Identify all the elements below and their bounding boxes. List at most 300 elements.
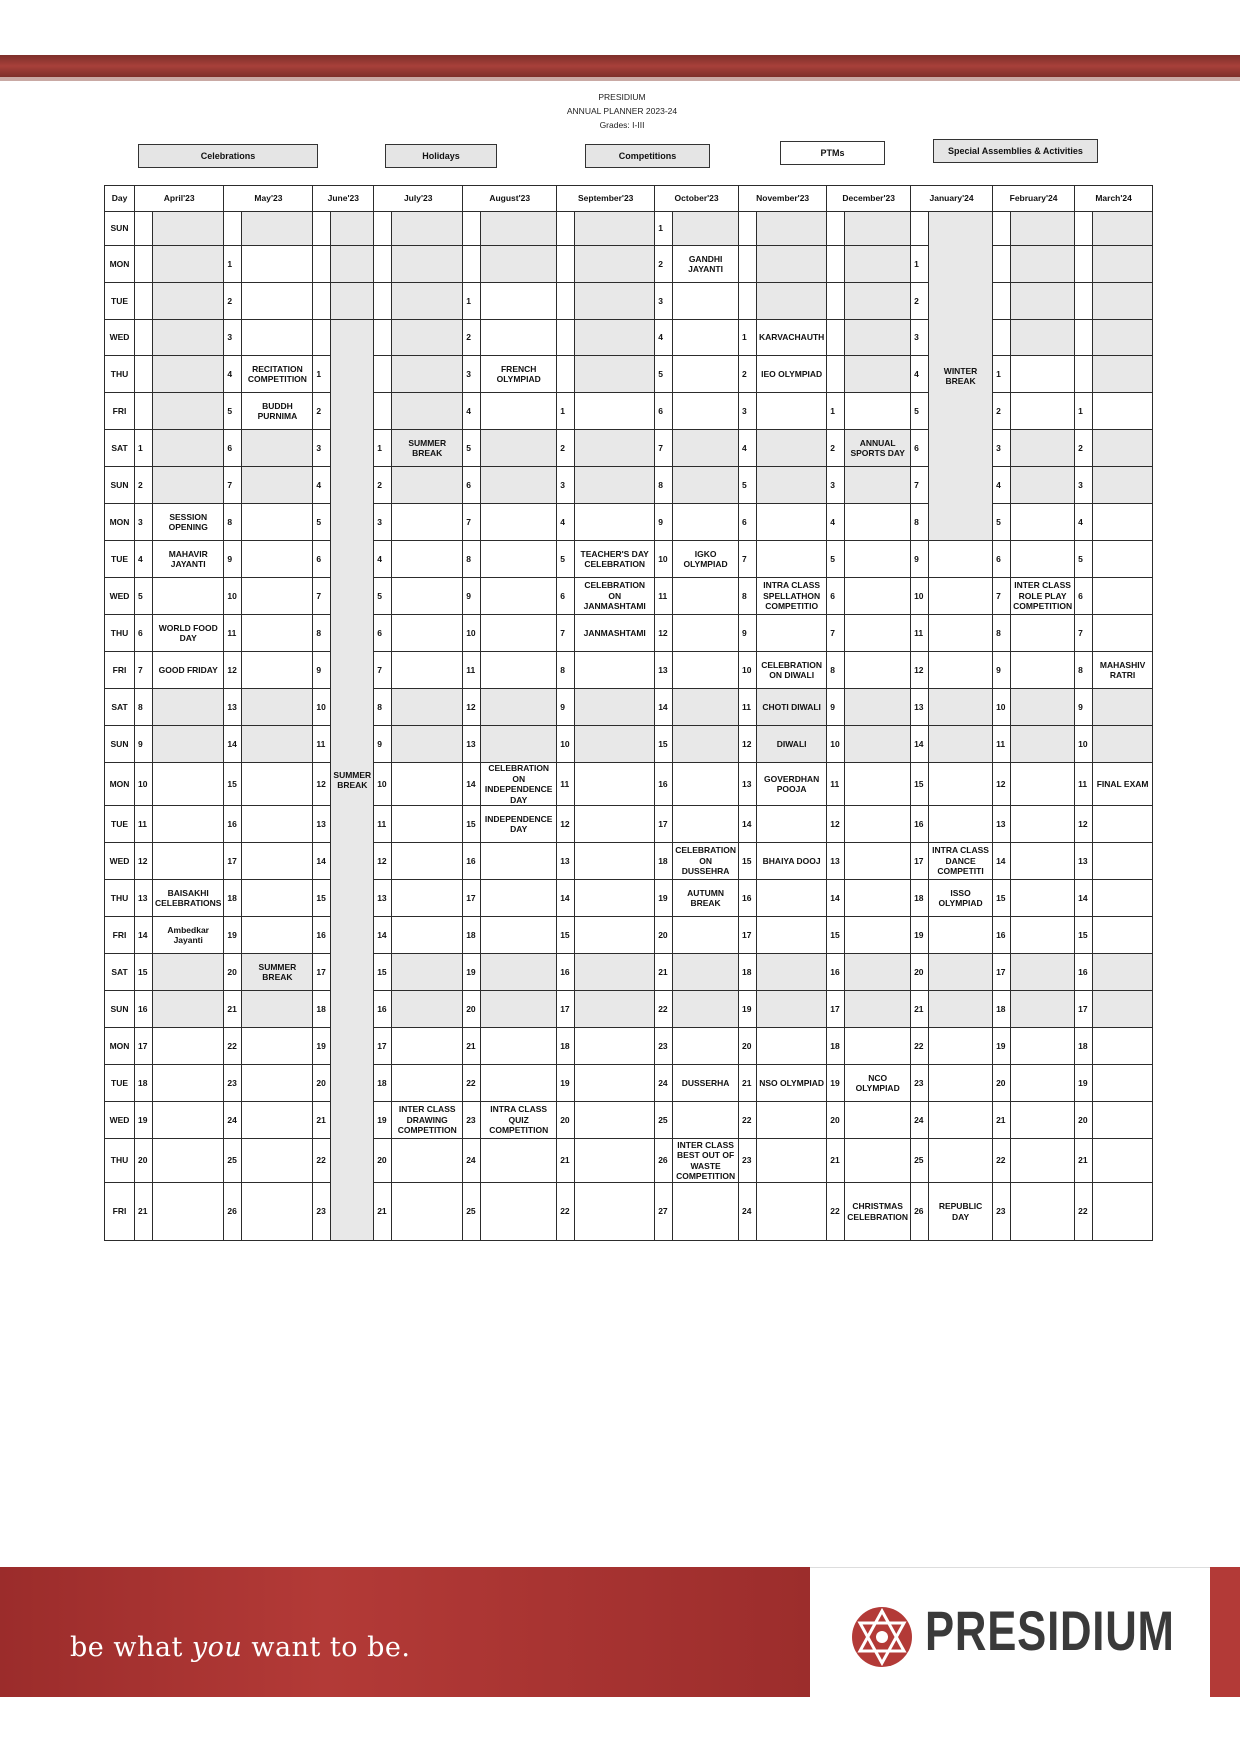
date-number-cell xyxy=(993,212,1011,246)
date-number-cell: 22 xyxy=(911,1028,929,1065)
event-cell xyxy=(392,726,463,763)
date-number-cell: 8 xyxy=(557,652,575,689)
date-number-cell: 22 xyxy=(738,1102,756,1139)
date-number-cell xyxy=(993,246,1011,283)
event-cell xyxy=(1093,320,1153,356)
date-number-cell: 16 xyxy=(738,880,756,917)
date-number-cell xyxy=(738,246,756,283)
event-cell xyxy=(845,917,911,954)
date-number-cell: 16 xyxy=(374,991,392,1028)
planner-row xyxy=(105,1139,1153,1183)
event-cell xyxy=(242,689,313,726)
date-number-cell: 11 xyxy=(911,615,929,652)
event-cell xyxy=(1011,467,1075,504)
event-cell xyxy=(392,843,463,880)
date-number-cell: 11 xyxy=(463,652,481,689)
event-cell xyxy=(845,467,911,504)
weekday-cell: SUN xyxy=(105,991,135,1028)
event-cell: FINAL EXAM xyxy=(1093,763,1153,806)
event-cell xyxy=(481,991,557,1028)
event-cell xyxy=(153,1065,224,1102)
event-cell xyxy=(756,212,826,246)
event-cell xyxy=(153,1183,224,1241)
planner-row xyxy=(105,991,1153,1028)
event-cell xyxy=(1093,541,1153,578)
date-number-cell: 24 xyxy=(655,1065,673,1102)
event-cell xyxy=(481,1139,557,1183)
event-cell xyxy=(242,806,313,843)
event-cell xyxy=(153,393,224,430)
date-number-cell: 22 xyxy=(224,1028,242,1065)
event-cell xyxy=(1093,843,1153,880)
event-cell xyxy=(673,917,739,954)
event-cell xyxy=(392,954,463,991)
date-number-cell: 2 xyxy=(827,430,845,467)
date-number-cell: 13 xyxy=(313,806,331,843)
legend-competitions: Competitions xyxy=(585,144,710,168)
date-number-cell: 5 xyxy=(224,393,242,430)
date-number-cell: 19 xyxy=(827,1065,845,1102)
event-cell xyxy=(1093,1065,1153,1102)
event-cell xyxy=(929,578,993,615)
event-cell: GANDHI JAYANTI xyxy=(673,246,739,283)
date-number-cell: 13 xyxy=(463,726,481,763)
date-number-cell: 21 xyxy=(655,954,673,991)
weekday-cell: TUE xyxy=(105,806,135,843)
date-number-cell: 18 xyxy=(738,954,756,991)
event-cell: DIWALI xyxy=(756,726,826,763)
event-cell xyxy=(1093,1102,1153,1139)
date-number-cell: 22 xyxy=(1075,1183,1093,1241)
school-name: PRESIDIUM xyxy=(598,92,646,102)
date-number-cell: 17 xyxy=(827,991,845,1028)
event-cell xyxy=(845,689,911,726)
tagline-start: be what xyxy=(70,1632,192,1663)
date-number-cell: 14 xyxy=(313,843,331,880)
date-number-cell: 9 xyxy=(1075,689,1093,726)
event-cell xyxy=(392,320,463,356)
date-number-cell: 1 xyxy=(224,246,242,283)
date-number-cell: 19 xyxy=(557,1065,575,1102)
weekday-cell: SUN xyxy=(105,467,135,504)
date-number-cell xyxy=(313,320,331,356)
date-number-cell: 18 xyxy=(224,880,242,917)
month-header: February'24 xyxy=(993,186,1075,212)
event-cell xyxy=(845,320,911,356)
date-number-cell: 1 xyxy=(374,430,392,467)
weekday-cell: WED xyxy=(105,843,135,880)
date-number-cell: 21 xyxy=(911,991,929,1028)
planner-row xyxy=(105,1028,1153,1065)
event-cell xyxy=(481,212,557,246)
weekday-cell: MON xyxy=(105,246,135,283)
date-number-cell: 18 xyxy=(827,1028,845,1065)
date-number-cell: 9 xyxy=(374,726,392,763)
date-number-cell: 19 xyxy=(655,880,673,917)
weekday-cell: WED xyxy=(105,1102,135,1139)
weekday-cell: WED xyxy=(105,320,135,356)
date-number-cell xyxy=(374,246,392,283)
date-number-cell: 16 xyxy=(557,954,575,991)
event-cell xyxy=(481,541,557,578)
event-cell: GOOD FRIDAY xyxy=(153,652,224,689)
event-cell xyxy=(929,652,993,689)
planner-row xyxy=(105,578,1153,615)
event-cell: NSO OLYMPIAD xyxy=(756,1065,826,1102)
event-cell xyxy=(756,541,826,578)
month-header: April'23 xyxy=(135,186,224,212)
january-winter-break-cell: WINTER BREAK xyxy=(929,212,993,541)
event-cell xyxy=(1093,726,1153,763)
date-number-cell: 12 xyxy=(463,689,481,726)
date-number-cell: 19 xyxy=(738,991,756,1028)
date-number-cell: 20 xyxy=(313,1065,331,1102)
weekday-cell: FRI xyxy=(105,917,135,954)
date-number-cell: 13 xyxy=(1075,843,1093,880)
date-number-cell: 17 xyxy=(911,843,929,880)
weekday-cell: SUN xyxy=(105,212,135,246)
event-cell xyxy=(845,1028,911,1065)
planner-row xyxy=(105,843,1153,880)
event-cell xyxy=(481,652,557,689)
event-cell xyxy=(845,283,911,320)
event-cell: TEACHER'S DAY CELEBRATION xyxy=(575,541,655,578)
date-number-cell: 2 xyxy=(911,283,929,320)
date-number-cell: 4 xyxy=(1075,504,1093,541)
event-cell xyxy=(673,954,739,991)
event-cell xyxy=(929,541,993,578)
event-cell xyxy=(1011,320,1075,356)
date-number-cell: 9 xyxy=(224,541,242,578)
date-number-cell: 13 xyxy=(135,880,153,917)
date-number-cell: 17 xyxy=(738,917,756,954)
date-number-cell: 10 xyxy=(224,578,242,615)
date-number-cell: 2 xyxy=(463,320,481,356)
date-number-cell xyxy=(135,212,153,246)
event-cell xyxy=(392,1028,463,1065)
date-number-cell: 15 xyxy=(374,954,392,991)
event-cell xyxy=(575,1102,655,1139)
date-number-cell: 4 xyxy=(135,541,153,578)
date-number-cell: 10 xyxy=(655,541,673,578)
date-number-cell: 6 xyxy=(557,578,575,615)
event-cell xyxy=(242,1065,313,1102)
date-number-cell: 7 xyxy=(313,578,331,615)
event-cell xyxy=(242,917,313,954)
date-number-cell: 3 xyxy=(738,393,756,430)
date-number-cell: 1 xyxy=(738,320,756,356)
event-cell xyxy=(575,917,655,954)
event-cell: MAHAVIR JAYANTI xyxy=(153,541,224,578)
date-number-cell xyxy=(135,393,153,430)
event-cell xyxy=(1093,954,1153,991)
event-cell xyxy=(845,356,911,393)
event-cell xyxy=(1093,212,1153,246)
date-number-cell: 23 xyxy=(463,1102,481,1139)
event-cell xyxy=(481,467,557,504)
date-number-cell: 24 xyxy=(911,1102,929,1139)
date-number-cell: 12 xyxy=(1075,806,1093,843)
date-number-cell xyxy=(827,246,845,283)
planner-row xyxy=(105,541,1153,578)
date-number-cell: 21 xyxy=(738,1065,756,1102)
date-number-cell: 5 xyxy=(911,393,929,430)
event-cell xyxy=(929,615,993,652)
event-cell: CHRISTMAS CELEBRATION xyxy=(845,1183,911,1241)
event-cell xyxy=(673,356,739,393)
date-number-cell: 20 xyxy=(911,954,929,991)
event-cell xyxy=(481,615,557,652)
event-cell xyxy=(242,467,313,504)
date-number-cell: 3 xyxy=(1075,467,1093,504)
date-number-cell: 3 xyxy=(911,320,929,356)
event-cell: BHAIYA DOOJ xyxy=(756,843,826,880)
date-number-cell: 7 xyxy=(1075,615,1093,652)
event-cell xyxy=(153,246,224,283)
event-cell: INTER CLASS DRAWING COMPETITION xyxy=(392,1102,463,1139)
event-cell xyxy=(242,991,313,1028)
date-number-cell: 10 xyxy=(313,689,331,726)
month-header: December'23 xyxy=(827,186,911,212)
date-number-cell xyxy=(374,393,392,430)
date-number-cell: 17 xyxy=(655,806,673,843)
date-number-cell: 7 xyxy=(135,652,153,689)
date-number-cell: 6 xyxy=(463,467,481,504)
event-cell: MAHASHIV RATRI xyxy=(1093,652,1153,689)
event-cell xyxy=(929,763,993,806)
date-number-cell: 2 xyxy=(738,356,756,393)
event-cell xyxy=(1011,283,1075,320)
date-number-cell: 27 xyxy=(655,1183,673,1241)
event-cell xyxy=(575,430,655,467)
event-cell xyxy=(575,246,655,283)
date-number-cell: 6 xyxy=(738,504,756,541)
event-cell: DUSSERHA xyxy=(673,1065,739,1102)
date-number-cell: 10 xyxy=(738,652,756,689)
date-number-cell: 2 xyxy=(993,393,1011,430)
event-cell xyxy=(392,1183,463,1241)
date-number-cell: 19 xyxy=(911,917,929,954)
date-number-cell: 25 xyxy=(911,1139,929,1183)
date-number-cell: 8 xyxy=(463,541,481,578)
date-number-cell xyxy=(313,246,331,283)
date-number-cell xyxy=(135,283,153,320)
event-cell: BAISAKHI CELEBRATIONS xyxy=(153,880,224,917)
event-cell xyxy=(575,393,655,430)
event-cell xyxy=(756,917,826,954)
month-header: March'24 xyxy=(1075,186,1153,212)
event-cell xyxy=(1093,689,1153,726)
planner-row xyxy=(105,880,1153,917)
event-cell xyxy=(242,430,313,467)
date-number-cell: 5 xyxy=(993,504,1011,541)
date-number-cell: 20 xyxy=(738,1028,756,1065)
weekday-cell: TUE xyxy=(105,1065,135,1102)
event-cell xyxy=(481,283,557,320)
legend-holidays: Holidays xyxy=(385,144,497,168)
event-cell xyxy=(481,1065,557,1102)
date-number-cell: 8 xyxy=(224,504,242,541)
weekday-cell: THU xyxy=(105,615,135,652)
event-cell xyxy=(1093,246,1153,283)
planner-row xyxy=(105,430,1153,467)
event-cell xyxy=(242,1183,313,1241)
event-cell xyxy=(242,880,313,917)
event-cell xyxy=(153,283,224,320)
date-number-cell: 6 xyxy=(993,541,1011,578)
date-number-cell: 18 xyxy=(911,880,929,917)
date-number-cell: 2 xyxy=(1075,430,1093,467)
date-number-cell: 11 xyxy=(557,763,575,806)
event-cell xyxy=(392,689,463,726)
date-number-cell: 7 xyxy=(738,541,756,578)
event-cell: SUMMER BREAK xyxy=(242,954,313,991)
date-number-cell: 10 xyxy=(135,763,153,806)
date-number-cell: 21 xyxy=(135,1183,153,1241)
date-number-cell: 15 xyxy=(1075,917,1093,954)
event-cell xyxy=(1011,615,1075,652)
event-cell xyxy=(1011,504,1075,541)
planner-row xyxy=(105,356,1153,393)
date-number-cell: 14 xyxy=(993,843,1011,880)
event-cell xyxy=(481,393,557,430)
event-cell: SESSION OPENING xyxy=(153,504,224,541)
event-cell: AUTUMN BREAK xyxy=(673,880,739,917)
date-number-cell: 8 xyxy=(993,615,1011,652)
event-cell xyxy=(575,991,655,1028)
event-cell xyxy=(153,430,224,467)
date-number-cell xyxy=(224,212,242,246)
event-cell xyxy=(756,393,826,430)
planner-row xyxy=(105,763,1153,806)
month-header: May'23 xyxy=(224,186,313,212)
date-number-cell: 18 xyxy=(463,917,481,954)
date-number-cell: 12 xyxy=(224,652,242,689)
event-cell xyxy=(1093,1139,1153,1183)
event-cell xyxy=(845,991,911,1028)
planner-row xyxy=(105,504,1153,541)
event-cell xyxy=(756,806,826,843)
date-number-cell: 1 xyxy=(135,430,153,467)
date-number-cell: 23 xyxy=(313,1183,331,1241)
date-number-cell: 6 xyxy=(911,430,929,467)
event-cell xyxy=(929,954,993,991)
date-number-cell: 11 xyxy=(655,578,673,615)
date-number-cell: 17 xyxy=(374,1028,392,1065)
date-number-cell: 18 xyxy=(993,991,1011,1028)
date-number-cell: 21 xyxy=(1075,1139,1093,1183)
date-number-cell: 12 xyxy=(993,763,1011,806)
event-cell: ANNUAL SPORTS DAY xyxy=(845,430,911,467)
event-cell xyxy=(153,726,224,763)
date-number-cell: 4 xyxy=(655,320,673,356)
event-cell xyxy=(756,880,826,917)
event-cell xyxy=(756,504,826,541)
event-cell xyxy=(1093,615,1153,652)
event-cell xyxy=(1093,1183,1153,1241)
event-cell xyxy=(756,1102,826,1139)
date-number-cell: 11 xyxy=(135,806,153,843)
date-number-cell: 12 xyxy=(738,726,756,763)
date-number-cell: 25 xyxy=(655,1102,673,1139)
event-cell xyxy=(392,1065,463,1102)
month-header: September'23 xyxy=(557,186,655,212)
date-number-cell xyxy=(827,320,845,356)
planner-row xyxy=(105,806,1153,843)
date-number-cell: 3 xyxy=(463,356,481,393)
planner-row xyxy=(105,1183,1153,1241)
event-cell xyxy=(1011,726,1075,763)
event-cell xyxy=(392,880,463,917)
date-number-cell: 3 xyxy=(557,467,575,504)
event-cell xyxy=(242,283,313,320)
event-cell xyxy=(242,1139,313,1183)
date-number-cell: 6 xyxy=(313,541,331,578)
date-number-cell: 11 xyxy=(1075,763,1093,806)
date-number-cell: 6 xyxy=(224,430,242,467)
date-number-cell: 10 xyxy=(1075,726,1093,763)
date-number-cell: 9 xyxy=(313,652,331,689)
date-number-cell xyxy=(135,356,153,393)
event-cell xyxy=(331,212,374,246)
date-number-cell: 8 xyxy=(911,504,929,541)
event-cell xyxy=(153,320,224,356)
event-cell: CELEBRATION ON DIWALI xyxy=(756,652,826,689)
planner-row xyxy=(105,393,1153,430)
event-cell xyxy=(153,843,224,880)
date-number-cell xyxy=(313,283,331,320)
date-number-cell xyxy=(1075,356,1093,393)
event-cell xyxy=(845,1102,911,1139)
date-number-cell: 11 xyxy=(224,615,242,652)
event-cell xyxy=(1011,246,1075,283)
date-number-cell: 13 xyxy=(738,763,756,806)
weekday-cell: SAT xyxy=(105,689,135,726)
date-number-cell: 2 xyxy=(224,283,242,320)
event-cell xyxy=(756,283,826,320)
date-number-cell: 22 xyxy=(655,991,673,1028)
date-number-cell xyxy=(1075,246,1093,283)
month-header: October'23 xyxy=(655,186,739,212)
date-number-cell: 21 xyxy=(827,1139,845,1183)
event-cell xyxy=(845,578,911,615)
event-cell xyxy=(929,689,993,726)
event-cell xyxy=(1011,763,1075,806)
tagline-end: want to be. xyxy=(242,1632,411,1663)
date-number-cell: 9 xyxy=(993,652,1011,689)
event-cell xyxy=(1011,991,1075,1028)
date-number-cell: 12 xyxy=(135,843,153,880)
date-number-cell: 5 xyxy=(313,504,331,541)
event-cell xyxy=(242,1028,313,1065)
event-cell xyxy=(153,1102,224,1139)
date-number-cell: 14 xyxy=(463,763,481,806)
event-cell: CELEBRATION ON JANMASHTAMI xyxy=(575,578,655,615)
date-number-cell: 14 xyxy=(135,917,153,954)
planner-row xyxy=(105,320,1153,356)
event-cell xyxy=(575,212,655,246)
planner-header xyxy=(0,90,1240,132)
date-number-cell: 22 xyxy=(557,1183,575,1241)
event-cell xyxy=(756,954,826,991)
date-number-cell: 4 xyxy=(463,393,481,430)
date-number-cell: 14 xyxy=(738,806,756,843)
date-number-cell: 7 xyxy=(655,430,673,467)
date-number-cell xyxy=(993,320,1011,356)
event-cell xyxy=(845,541,911,578)
date-number-cell: 15 xyxy=(993,880,1011,917)
date-number-cell: 19 xyxy=(1075,1065,1093,1102)
